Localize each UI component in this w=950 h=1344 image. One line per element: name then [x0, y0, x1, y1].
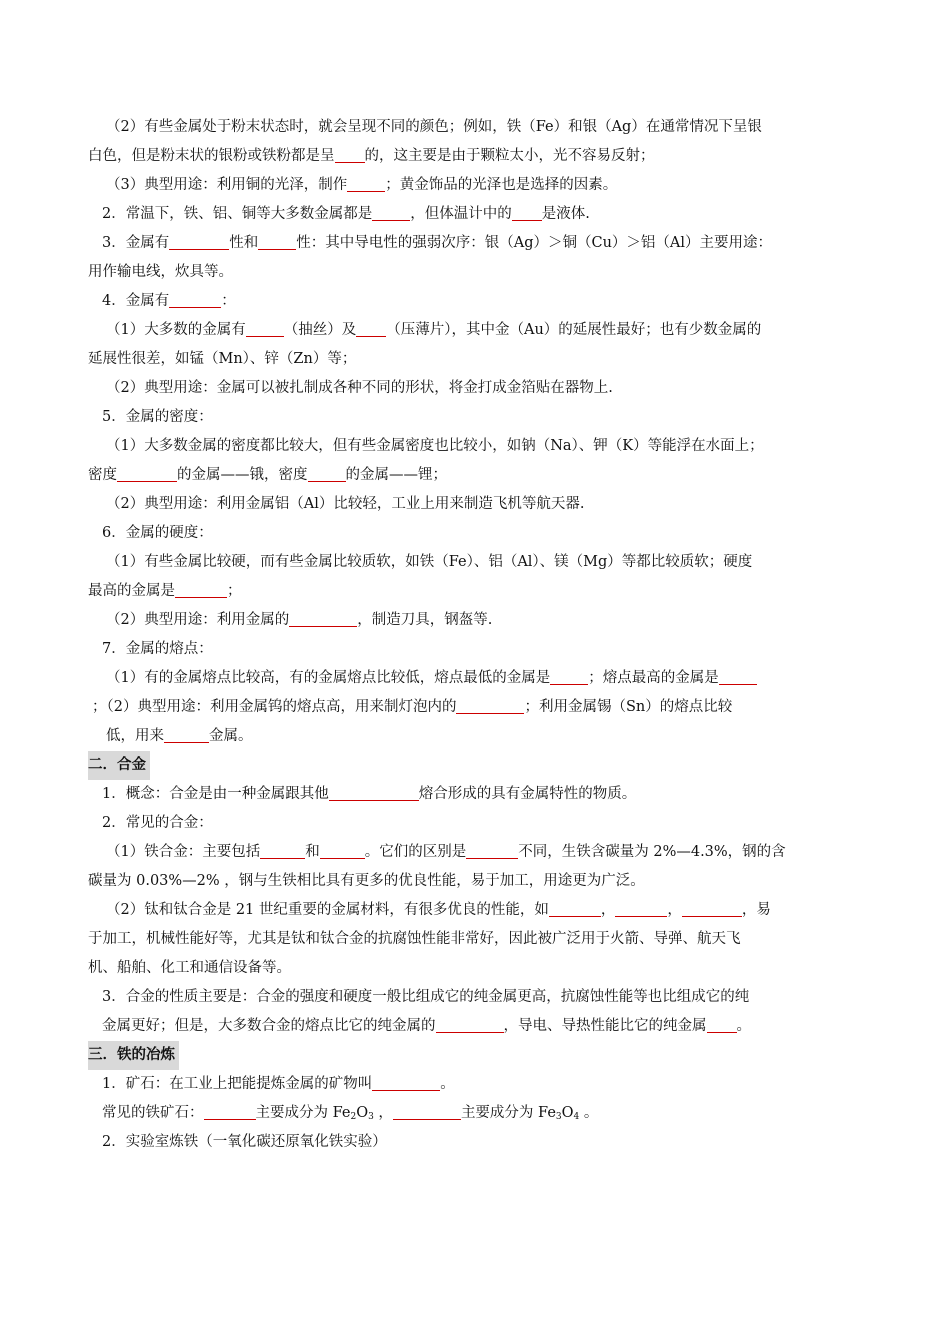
fill-blank[interactable]: [393, 1103, 461, 1120]
fill-blank[interactable]: [246, 320, 284, 337]
fill-blank[interactable]: [289, 610, 357, 627]
fill-blank[interactable]: [682, 900, 742, 917]
fill-blank[interactable]: [169, 233, 229, 250]
fill-blank[interactable]: [258, 233, 296, 250]
text-line: 6．金属的硬度：: [102, 525, 213, 541]
fill-blank[interactable]: [308, 465, 346, 482]
text-line: 3．金属有 性和 性：其中导电性的强弱次序：银（Ag）＞铜（Cu）＞铝（Al）主要用途：: [102, 235, 773, 251]
text-line: 常见的铁矿石： 主要成分为 $Fe_2O_3$ ， 主要成分为 $Fe_3O_4$ 。: [102, 1105, 599, 1122]
fill-blank[interactable]: [372, 1074, 440, 1091]
worksheet-page: [88, 113, 863, 1157]
text-line: 2．常见的合金：: [102, 815, 213, 831]
text-line: 延展性很差，如锰（Mn）、锌（Zn）等；: [88, 351, 357, 367]
fill-blank[interactable]: [164, 726, 209, 743]
text-line: 3．合金的性质主要是：合金的强度和硬度一般比组成它的纯金属更高，抗腐蚀性能等也比组成它的纯: [102, 989, 750, 1005]
fill-blank[interactable]: [436, 1016, 504, 1033]
text-line: 低，用来 金属。: [106, 728, 253, 744]
fill-blank[interactable]: [550, 668, 588, 685]
fill-blank[interactable]: [117, 465, 177, 482]
text-line: 密度 的金属——锇，密度 的金属——锂；: [88, 467, 447, 483]
text-line: （1）大多数的金属有 （抽丝）及 （压薄片），其中金（Au）的延展性最好；也有少数金属的: [106, 322, 762, 338]
text-line: （2）典型用途：利用金属的 ，制造刀具，钢盔等.: [106, 612, 493, 628]
text-line: （1）铁合金：主要包括 和 。它们的区别是 不同，生铁含碳量为 2%—4.3%，钢的含: [106, 844, 786, 860]
text-line: 5．金属的密度：: [102, 409, 213, 425]
text-line: 碳量为 0.03%—2% ，钢与生铁相比具有更多的优良性能，易于加工，用途更为广泛。: [88, 873, 645, 889]
fill-blank[interactable]: [329, 784, 419, 801]
section-heading: 二．合金: [88, 751, 150, 780]
text-line: 于加工，机械性能好等，尤其是钛和钛合金的抗腐蚀性能非常好，因此被广泛用于火箭、导弹、航天飞: [88, 931, 741, 947]
fill-blank[interactable]: [169, 291, 221, 308]
text-line: （3）典型用途：利用铜的光泽，制作 ；黄金饰品的光泽也是选择的因素。: [106, 177, 618, 193]
fill-blank[interactable]: [356, 320, 386, 337]
text-line: （2）典型用途：利用金属铝（Al）比较轻，工业上用来制造飞机等航天器.: [106, 496, 585, 512]
text-line: 4．金属有 ：: [102, 293, 236, 309]
fill-blank[interactable]: [204, 1103, 256, 1120]
text-line: 1．概念：合金是由一种金属跟其他 熔合形成的具有金属特性的物质。: [102, 786, 637, 802]
fill-blank[interactable]: [335, 146, 365, 163]
fill-blank[interactable]: [466, 842, 518, 859]
section-heading: 三．铁的冶炼: [88, 1041, 179, 1070]
fill-blank[interactable]: [372, 204, 410, 221]
text-line: 7．金属的熔点：: [102, 641, 213, 657]
fill-blank[interactable]: [347, 175, 385, 192]
fill-blank[interactable]: [549, 900, 601, 917]
text-line: （1）有些金属比较硬，而有些金属比较质软，如铁（Fe）、铝（Al）、镁（Mg）等都比较质软；硬度: [106, 554, 753, 570]
text-line: （1）大多数金属的密度都比较大，但有些金属密度也比较小，如钠（Na）、钾（K）等能浮在水面上；: [106, 438, 764, 454]
text-line: （2）有些金属处于粉末状态时，就会呈现不同的颜色；例如，铁（Fe）和银（Ag）在通常情况下呈银: [106, 119, 762, 135]
text-line: 最高的金属是 ；: [88, 583, 242, 599]
text-line: （2）钛和钛合金是 21 世纪重要的金属材料，有很多优良的性能，如 ， ， ，易: [106, 902, 771, 918]
text-line: 金属更好；但是，大多数合金的熔点比它的纯金属的 ，导电、导热性能比它的纯金属 。: [102, 1018, 751, 1034]
fill-blank[interactable]: [260, 842, 305, 859]
text-line: （1）有的金属熔点比较高，有的金属熔点比较低，熔点最低的金属是 ；熔点最高的金属是: [88, 664, 863, 693]
fill-blank[interactable]: [719, 668, 757, 685]
text-line: [88, 1041, 863, 1070]
fill-blank[interactable]: [512, 204, 542, 221]
text-line: （2）典型用途：金属可以被扎制成各种不同的形状，将金打成金箔贴在器物上.: [106, 380, 613, 396]
text-line: ；（2）典型用途：利用金属钨的熔点高，用来制灯泡内的 ；利用金属锡（Sn）的熔点比较: [92, 699, 733, 715]
text-line: [88, 751, 863, 780]
fill-blank[interactable]: [456, 697, 524, 714]
text-line: 2．常温下，铁、铝、铜等大多数金属都是 ，但体温计中的 是液体.: [102, 206, 590, 222]
fill-blank[interactable]: [707, 1016, 737, 1033]
text-line: 1．矿石：在工业上把能提炼金属的矿物叫 。: [102, 1076, 455, 1092]
fill-blank[interactable]: [320, 842, 365, 859]
text-line: 机、船舶、化工和通信设备等。: [88, 960, 291, 976]
text-line: 白色，但是粉末状的银粉或铁粉都是呈 的，这主要是由于颗粒太小，光不容易反射；: [88, 148, 655, 164]
fill-blank[interactable]: [615, 900, 667, 917]
text-line: 2．实验室炼铁（一氧化碳还原氧化铁实验）: [102, 1134, 387, 1150]
fill-blank[interactable]: [175, 581, 227, 598]
text-line: 用作输电线，炊具等。: [88, 264, 233, 280]
